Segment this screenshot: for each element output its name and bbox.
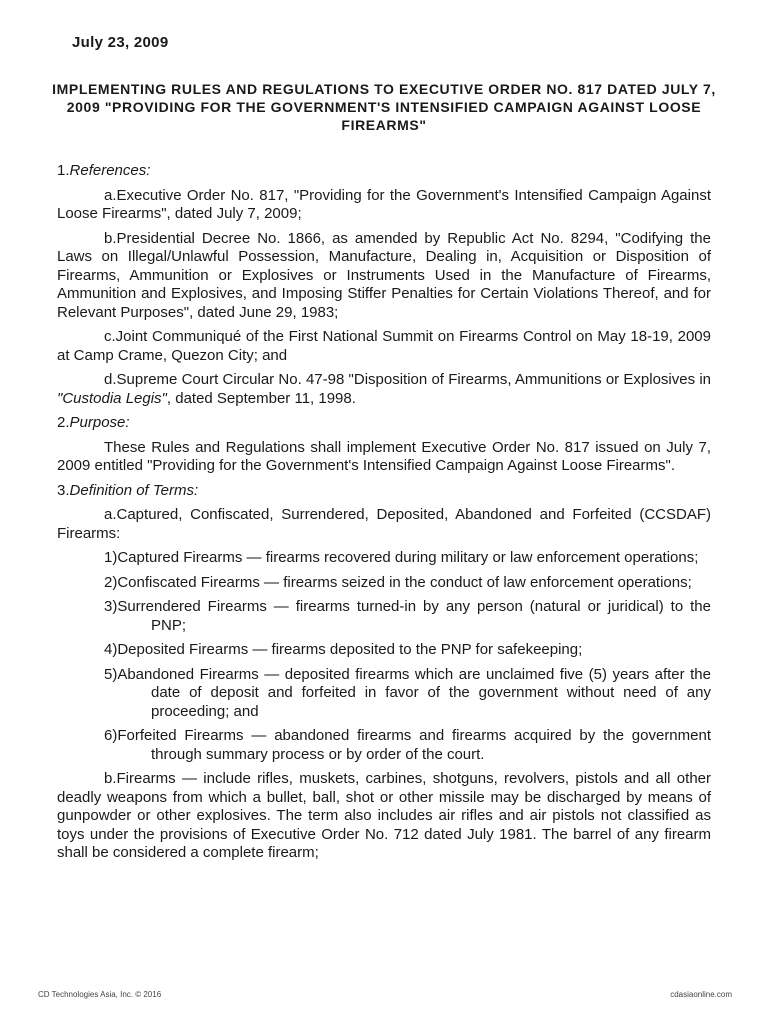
definition-item: 2)Confiscated Firearms — firearms seized in the conduct of law enforcement operations; [104, 573, 692, 591]
reference-d-text: d.Supreme Court Circular No. 47-98 "Disposition of Firearms, Ammunitions or Explosives in [104, 371, 711, 388]
section-label: Definition of Terms: [69, 481, 199, 499]
reference-b: b.Presidential Decree No. 1866, as amended by Republic Act No. 8294, "Codifying the Laws on Illegal/Unlawful Possession, Manufacture, Dealing in, Acquisition or Disposition of Firearms, Ammunition or Explosives or Instruments Used in the Manufacture of Firearms, Ammunition and Explosives, and Imposing Stiffer Penalties for Certain Violations Thereof, and for Relevant Purposes", dated June 29, 1983; [57, 229, 711, 321]
reference-d-tail: , dated September 11, 1998. [166, 389, 356, 407]
section-number: 2. [57, 414, 70, 431]
definition-item: 6)Forfeited Firearms — abandoned firearms and firearms acquired by the government through summary process or by order of the court. [104, 727, 711, 763]
definition-item: 5)Abandoned Firearms — deposited firearms which are unclaimed five (5) years after the date of deposit and forfeited in favor of the government without need of any proceeding; and [104, 665, 711, 720]
definition-item: 1)Captured Firearms — firearms recovered during military or law enforcement operations; [104, 549, 699, 566]
definition-item: 4)Deposited Firearms — firearms deposited to the PNP for safekeeping; [104, 641, 583, 658]
section-number: 3. [57, 481, 70, 499]
section-label: Purpose: [69, 414, 130, 431]
definition-item: 3)Surrendered Firearms — firearms turned-in by any person (natural or juridical) to the PNP; [104, 598, 711, 634]
section-heading-purpose [57, 414, 711, 433]
document-body [57, 162, 711, 869]
section-label: References: [69, 162, 151, 179]
section-heading-references [57, 162, 711, 181]
document-date: July 23, 2009 [72, 34, 169, 51]
document-title: IMPLEMENTING RULES AND REGULATIONS TO EXECUTIVE ORDER NO. 817 DATED JULY 7, 2009 "PROVIDING FOR THE GOVERNMENT'S INTENSIFIED CAMPAIGN AGAINST LOOSE FIREARMS" [52, 81, 716, 133]
definition-b: b.Firearms — include rifles, muskets, carbines, shotguns, revolvers, pistols and all other deadly weapons from which a bullet, ball, shot or other missile may be discharged by means of gunpowder or other explosives. The term also includes air rifles and air pistols not classified as toys under the provisions of Executive Order No. 712 dated July 1981. The barrel of any firearm shall be considered a complete firearm; [57, 770, 711, 861]
reference-c: c.Joint Communiqué of the First National Summit on Firearms Control on May 18-19, 2009 at Camp Crame, Quezon City; and [57, 328, 711, 364]
purpose-text: These Rules and Regulations shall implement Executive Order No. 817 issued on July 7, 2009 entitled "Providing for the Government's Intensified Campaign Against Loose Firearms". [57, 438, 711, 474]
section-number: 1. [57, 162, 70, 179]
reference-d [57, 371, 711, 408]
footer-copyright: CD Technologies Asia, Inc. © 2016 [38, 990, 162, 999]
section-heading-definitions [57, 482, 711, 501]
footer-website: cdasiaonline.com [670, 990, 732, 999]
reference-d-italic: "Custodia Legis" [57, 389, 167, 407]
reference-a: a.Executive Order No. 817, "Providing for the Government's Intensified Campaign Against Loose Firearms", dated July 7, 2009; [57, 186, 711, 222]
definition-a: a.Captured, Confiscated, Surrendered, Deposited, Abandoned and Forfeited (CCSDAF) Firearms: [57, 506, 711, 542]
